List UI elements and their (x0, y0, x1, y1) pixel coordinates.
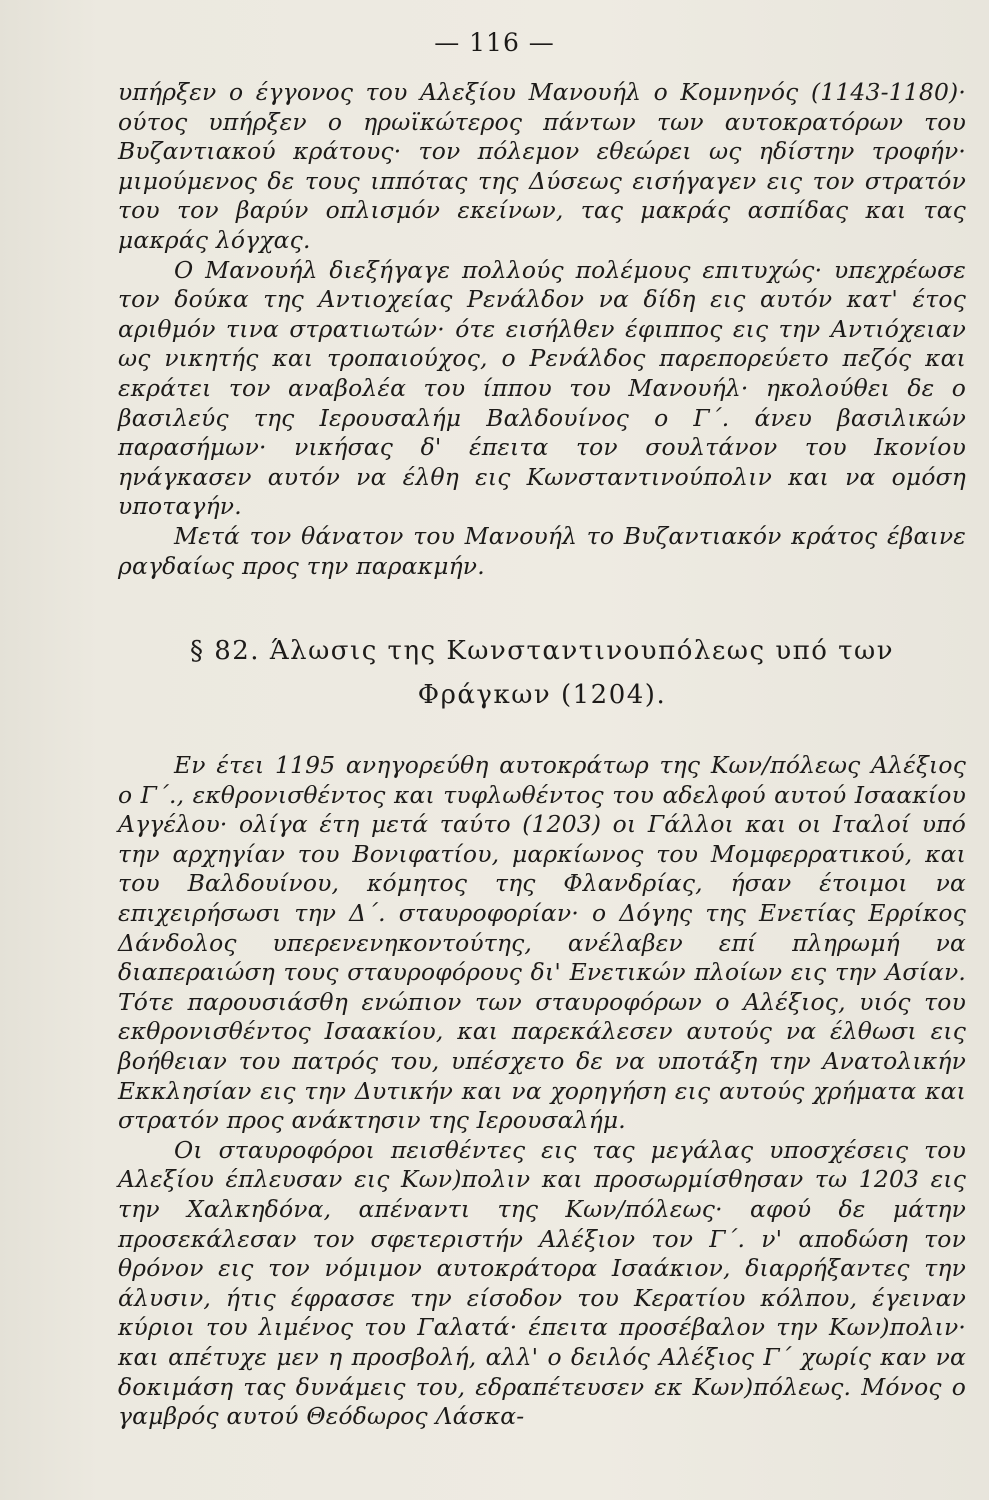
paragraph-manuel-intro: υπήρξεν ο έγγονος του Αλεξίου Μανουήλ ο Κομνηνός (1143-1180)· ούτος υπήρξεν ο ηρωϊκώτερος πάντων των αυτοκρατόρων του Βυζαντιακού κράτους· τον πόλεμον εθεώρει ως ηδίστην τροφήν· μιμούμενος δε τους ιππότας της Δύσεως εισήγαγεν εις τον στρατόν του τον βαρύν οπλισμόν εκείνων, τας μακράς ασπίδας και τας μακράς λόγχας. (118, 78, 966, 254)
paragraph-siege: Οι σταυροφόροι πεισθέντες εις τας μεγάλας υποσχέσεις του Αλεξίου έπλευσαν εις Κων)πολιν και προσωρμίσθησαν τω 1203 εις την Χαλκηδόνα, απέναντι της Κων/πόλεως· αφού δε μάτην προσεκάλεσαν τον σφετεριστήν Αλέξιον τον Γ΄. ν' αποδώση τον θρόνον εις τον νόμιμον αυτοκράτορα Ισαάκιον, διαρρήξαντες την άλυσιν, ήτις έφρασσε την είσοδον του Κερατίου κόλπου, έγειναν κύριοι του λιμένος του Γαλατά· έπειτα προσέβαλον την Κων)πολιν· και απέτυχε μεν η προσβολή, αλλ' ο δειλός Αλέξιος Γ΄ χωρίς καν να δοκιμάση τας δυνάμεις του, εδραπέτευσεν εκ Κων)πόλεως. Μόνος ο γαμβρός αυτού Θεόδωρος Λάσκα- (118, 1135, 966, 1431)
page-number: — 116 — (434, 28, 555, 57)
paragraph-fourth-crusade: Εν έτει 1195 ανηγορεύθη αυτοκράτωρ της Κων/πόλεως Αλέξιος ο Γ΄., εκθρονισθέντος και τυφλωθέντος του αδελφού αυτού Ισαακίου Αγγέλου· ολίγα έτη μετά ταύτο (1203) οι Γάλλοι και οι Ιταλοί υπό την αρχηγίαν του Βονιφατίου, μαρκίωνος του Μομφερρατικού, και του Βαλδουίνου, κόμητος της Φλανδρίας, ήσαν έτοιμοι να επιχειρήσωσι την Δ΄. σταυροφορίαν· ο Δόγης της Ενετίας Ερρίκος Δάνδολος υπερενενηκοντούτης, ανέλαβεν επί πληρωμή να διαπεραιώση τους σταυροφόρους δι' Ενετικών πλοίων εις την Ασίαν. Τότε παρουσιάσθη ενώπιον των σταυροφόρων ο Αλέξιος, υιός του εκθρονισθέντος Ισαακίου, και παρεκάλεσεν αυτούς να έλθωσι εις βοήθειαν του πατρός του, υπέσχετο δε να υποτάξη την Ανατολικήν Εκκλησίαν εις την Δυτικήν και να χορηγήση εις αυτούς χρήματα και στρατόν προς ανάκτησιν της Ιερουσαλήμ. (118, 751, 966, 1135)
section-heading-line-2: Φράγκων (1204). (417, 680, 667, 711)
section-heading-line-1: § 82. Άλωσις της Κωνσταντινουπόλεως υπό των (189, 636, 895, 667)
main-text (118, 78, 966, 1432)
section-heading (118, 629, 966, 717)
paragraph-manuel-death: Μετά τον θάνατον του Μανουήλ το Βυζαντιακόν κράτος έβαινε ραγδαίως προς την παρακμήν. (118, 521, 966, 580)
paragraph-manuel-wars: Ο Μανουήλ διεξήγαγε πολλούς πολέμους επιτυχώς· υπεχρέωσε τον δούκα της Αντιοχείας Ρενάλδον να δίδη εις αυτόν κατ' έτος αριθμόν τινα στρατιωτών· ότε εισήλθεν έφιππος εις την Αντιόχειαν ως νικητής και τροπαιούχος, ο Ρενάλδος παρεπορεύετο πεζός και εκράτει τον αναβολέα του ίππου του Μανουήλ· ηκολούθει δε ο βασιλεύς της Ιερουσαλήμ Βαλδουίνος ο Γ΄. άνευ βασιλικών παρασήμων· νικήσας δ' έπειτα τον σουλτάνον του Ικονίου ηνάγκασεν αυτόν να έλθη εις Κωνσταντινούπολιν και να ομόση υποταγήν. (118, 255, 966, 521)
